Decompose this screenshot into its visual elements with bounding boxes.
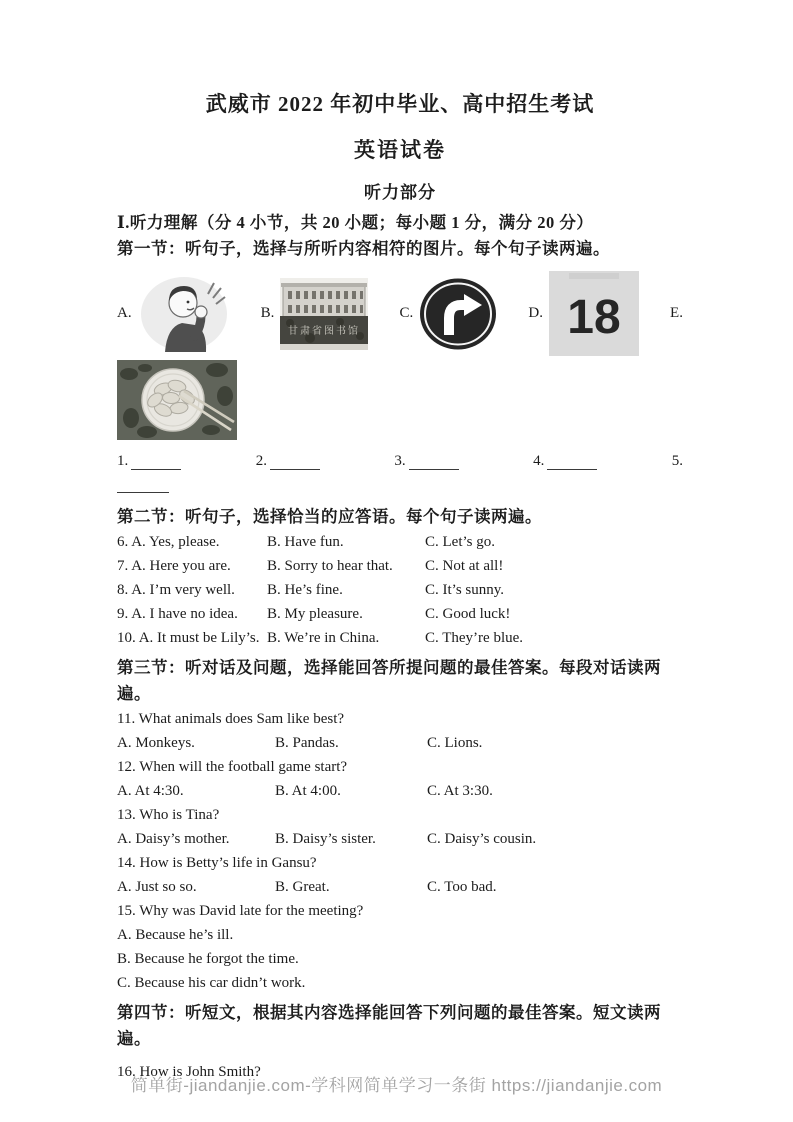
blank-1-number: 1.: [117, 453, 129, 469]
q8-a-text: A. I’m very well.: [131, 582, 235, 598]
option-e-label: E.: [670, 305, 683, 321]
q12-option-b: B. At 4:00.: [275, 783, 341, 799]
library-building-photo: [280, 278, 368, 350]
blank-5-line: [117, 480, 169, 493]
question-14: 14. How is Betty’s life in Gansu?: [117, 855, 317, 871]
q15-option-c: C. Because his car didn’t work.: [117, 975, 306, 991]
answer-blanks-row: [117, 448, 683, 470]
blank-4-line: [547, 457, 597, 470]
q14-option-c: C. Too bad.: [427, 879, 497, 895]
q14-option-a: A. Just so so.: [117, 879, 197, 895]
q9-option-a: [117, 602, 267, 626]
listening-part-header: 听力部分: [364, 183, 436, 202]
q7-option-b: B. Sorry to hear that.: [267, 558, 393, 574]
q10-a-text: A. It must be Lily’s.: [138, 630, 260, 646]
blank-3-line: [409, 457, 459, 470]
picture-option-c: [400, 277, 498, 351]
option-a-label: A.: [117, 305, 132, 321]
q13-option-c: C. Daisy’s cousin.: [427, 831, 537, 847]
blank-4-number: 4.: [533, 453, 545, 469]
q6-option-b: B. Have fun.: [267, 534, 344, 550]
question-row-8: [117, 578, 683, 602]
q12-option-a: A. At 4:30.: [117, 783, 184, 799]
question-11: 11. What animals does Sam like best?: [117, 711, 345, 727]
calendar-18-card: [549, 271, 639, 356]
q6-option-c: C. Let’s go.: [425, 534, 495, 550]
dumplings-photo: [117, 360, 237, 440]
section2-instruction: 第二节：听句子，选择恰当的应答语。每个句子读两遍。: [117, 507, 542, 526]
question-13: 13. Who is Tina?: [117, 807, 220, 823]
watermark-footer: 简单街-jiandanjie.com-学科网简单学习一条街 https://jiandanjie.com: [130, 1076, 663, 1095]
q6-a-text: A. Yes, please.: [131, 534, 220, 550]
q9-option-b: B. My pleasure.: [267, 606, 363, 622]
page-title: 武威市 2022 年初中毕业、高中招生考试: [205, 92, 595, 116]
blank-5-number: 5.: [671, 453, 683, 469]
picture-option-a: [117, 274, 230, 354]
question-12: 12. When will the football game start?: [117, 759, 348, 775]
q7-a-text: A. Here you are.: [131, 558, 231, 574]
question-11-options: [117, 731, 683, 755]
boy-cartoon-image: [138, 274, 230, 354]
q10-option-b: B. We’re in China.: [267, 630, 380, 646]
question-row-6: [117, 530, 683, 554]
option-d-label: D.: [528, 305, 543, 321]
option-b-label: B.: [260, 305, 275, 321]
q10-option-a: [117, 626, 267, 650]
q8-number: 8.: [117, 582, 129, 598]
question-12-options: [117, 779, 683, 803]
q10-option-c: C. They’re blue.: [425, 630, 524, 646]
q15-option-b: B. Because he forgot the time.: [117, 951, 299, 967]
q6-number: 6.: [117, 534, 129, 550]
q9-option-c: C. Good luck!: [425, 606, 511, 622]
question-row-7: [117, 554, 683, 578]
q14-option-b: B. Great.: [275, 879, 330, 895]
q10-number: 10.: [117, 630, 136, 646]
picture-options-row: [117, 271, 683, 356]
answer-blank-2: [256, 453, 320, 470]
picture-option-b: [261, 278, 369, 350]
answer-blank-3: [394, 453, 458, 470]
q7-option-c: C. Not at all!: [425, 558, 504, 574]
question-15: 15. Why was David late for the meeting?: [117, 903, 364, 919]
q12-option-c: C. At 3:30.: [427, 783, 493, 799]
question-13-options: [117, 827, 683, 851]
blank-1-line: [131, 457, 181, 470]
question-row-10: [117, 626, 683, 650]
section1-instruction: 第一节：听句子，选择与所听内容相符的图片。每个句子读两遍。: [117, 239, 610, 258]
answer-blank-5-line-row: [117, 480, 683, 498]
blank-3-number: 3.: [394, 453, 406, 469]
option-c-label: C.: [399, 305, 414, 321]
q8-option-c: C. It’s sunny.: [425, 582, 505, 598]
picture-option-d: [528, 271, 639, 356]
q7-option-a: [117, 554, 267, 578]
section4-instruction: 第四节：听短文，根据其内容选择能回答下列问题的最佳答案。短文读两遍。: [117, 1003, 661, 1048]
q9-a-text: A. I have no idea.: [131, 606, 238, 622]
turn-right-sign-icon: [419, 277, 497, 351]
exam-subtitle: 英语试卷: [354, 138, 446, 162]
blank-2-line: [270, 457, 320, 470]
q8-option-a: [117, 578, 267, 602]
q8-option-b: B. He’s fine.: [267, 582, 343, 598]
answer-blank-1: [117, 453, 181, 470]
picture-option-e-image-wrap: [117, 360, 683, 440]
question-row-9: [117, 602, 683, 626]
q7-number: 7.: [117, 558, 129, 574]
blank-2-number: 2.: [255, 453, 267, 469]
q13-option-a: A. Daisy’s mother.: [117, 831, 230, 847]
q11-option-b: B. Pandas.: [275, 735, 339, 751]
picture-option-e: [670, 305, 683, 322]
question-16: 16. How is John Smith?: [117, 1064, 261, 1080]
q15-option-a: A. Because he’s ill.: [117, 927, 234, 943]
section3-instruction: 第三节：听对话及问题，选择能回答所提问题的最佳答案。每段对话读两遍。: [117, 658, 661, 703]
part1-heading: Ⅰ.听力理解（分 4 小节，共 20 小题；每小题 1 分，满分 20 分）: [117, 213, 594, 232]
answer-blank-4: [533, 453, 597, 470]
q6-option-a: [117, 530, 267, 554]
q11-option-c: C. Lions.: [427, 735, 483, 751]
answer-blank-5: [672, 453, 683, 470]
q9-number: 9.: [117, 606, 129, 622]
date-number-text: 18: [567, 291, 621, 344]
library-sign-text: 甘肃省图书馆: [288, 325, 361, 337]
page-content: [117, 0, 683, 1084]
q11-option-a: A. Monkeys.: [117, 735, 195, 751]
q13-option-b: B. Daisy’s sister.: [275, 831, 376, 847]
question-14-options: [117, 875, 683, 899]
